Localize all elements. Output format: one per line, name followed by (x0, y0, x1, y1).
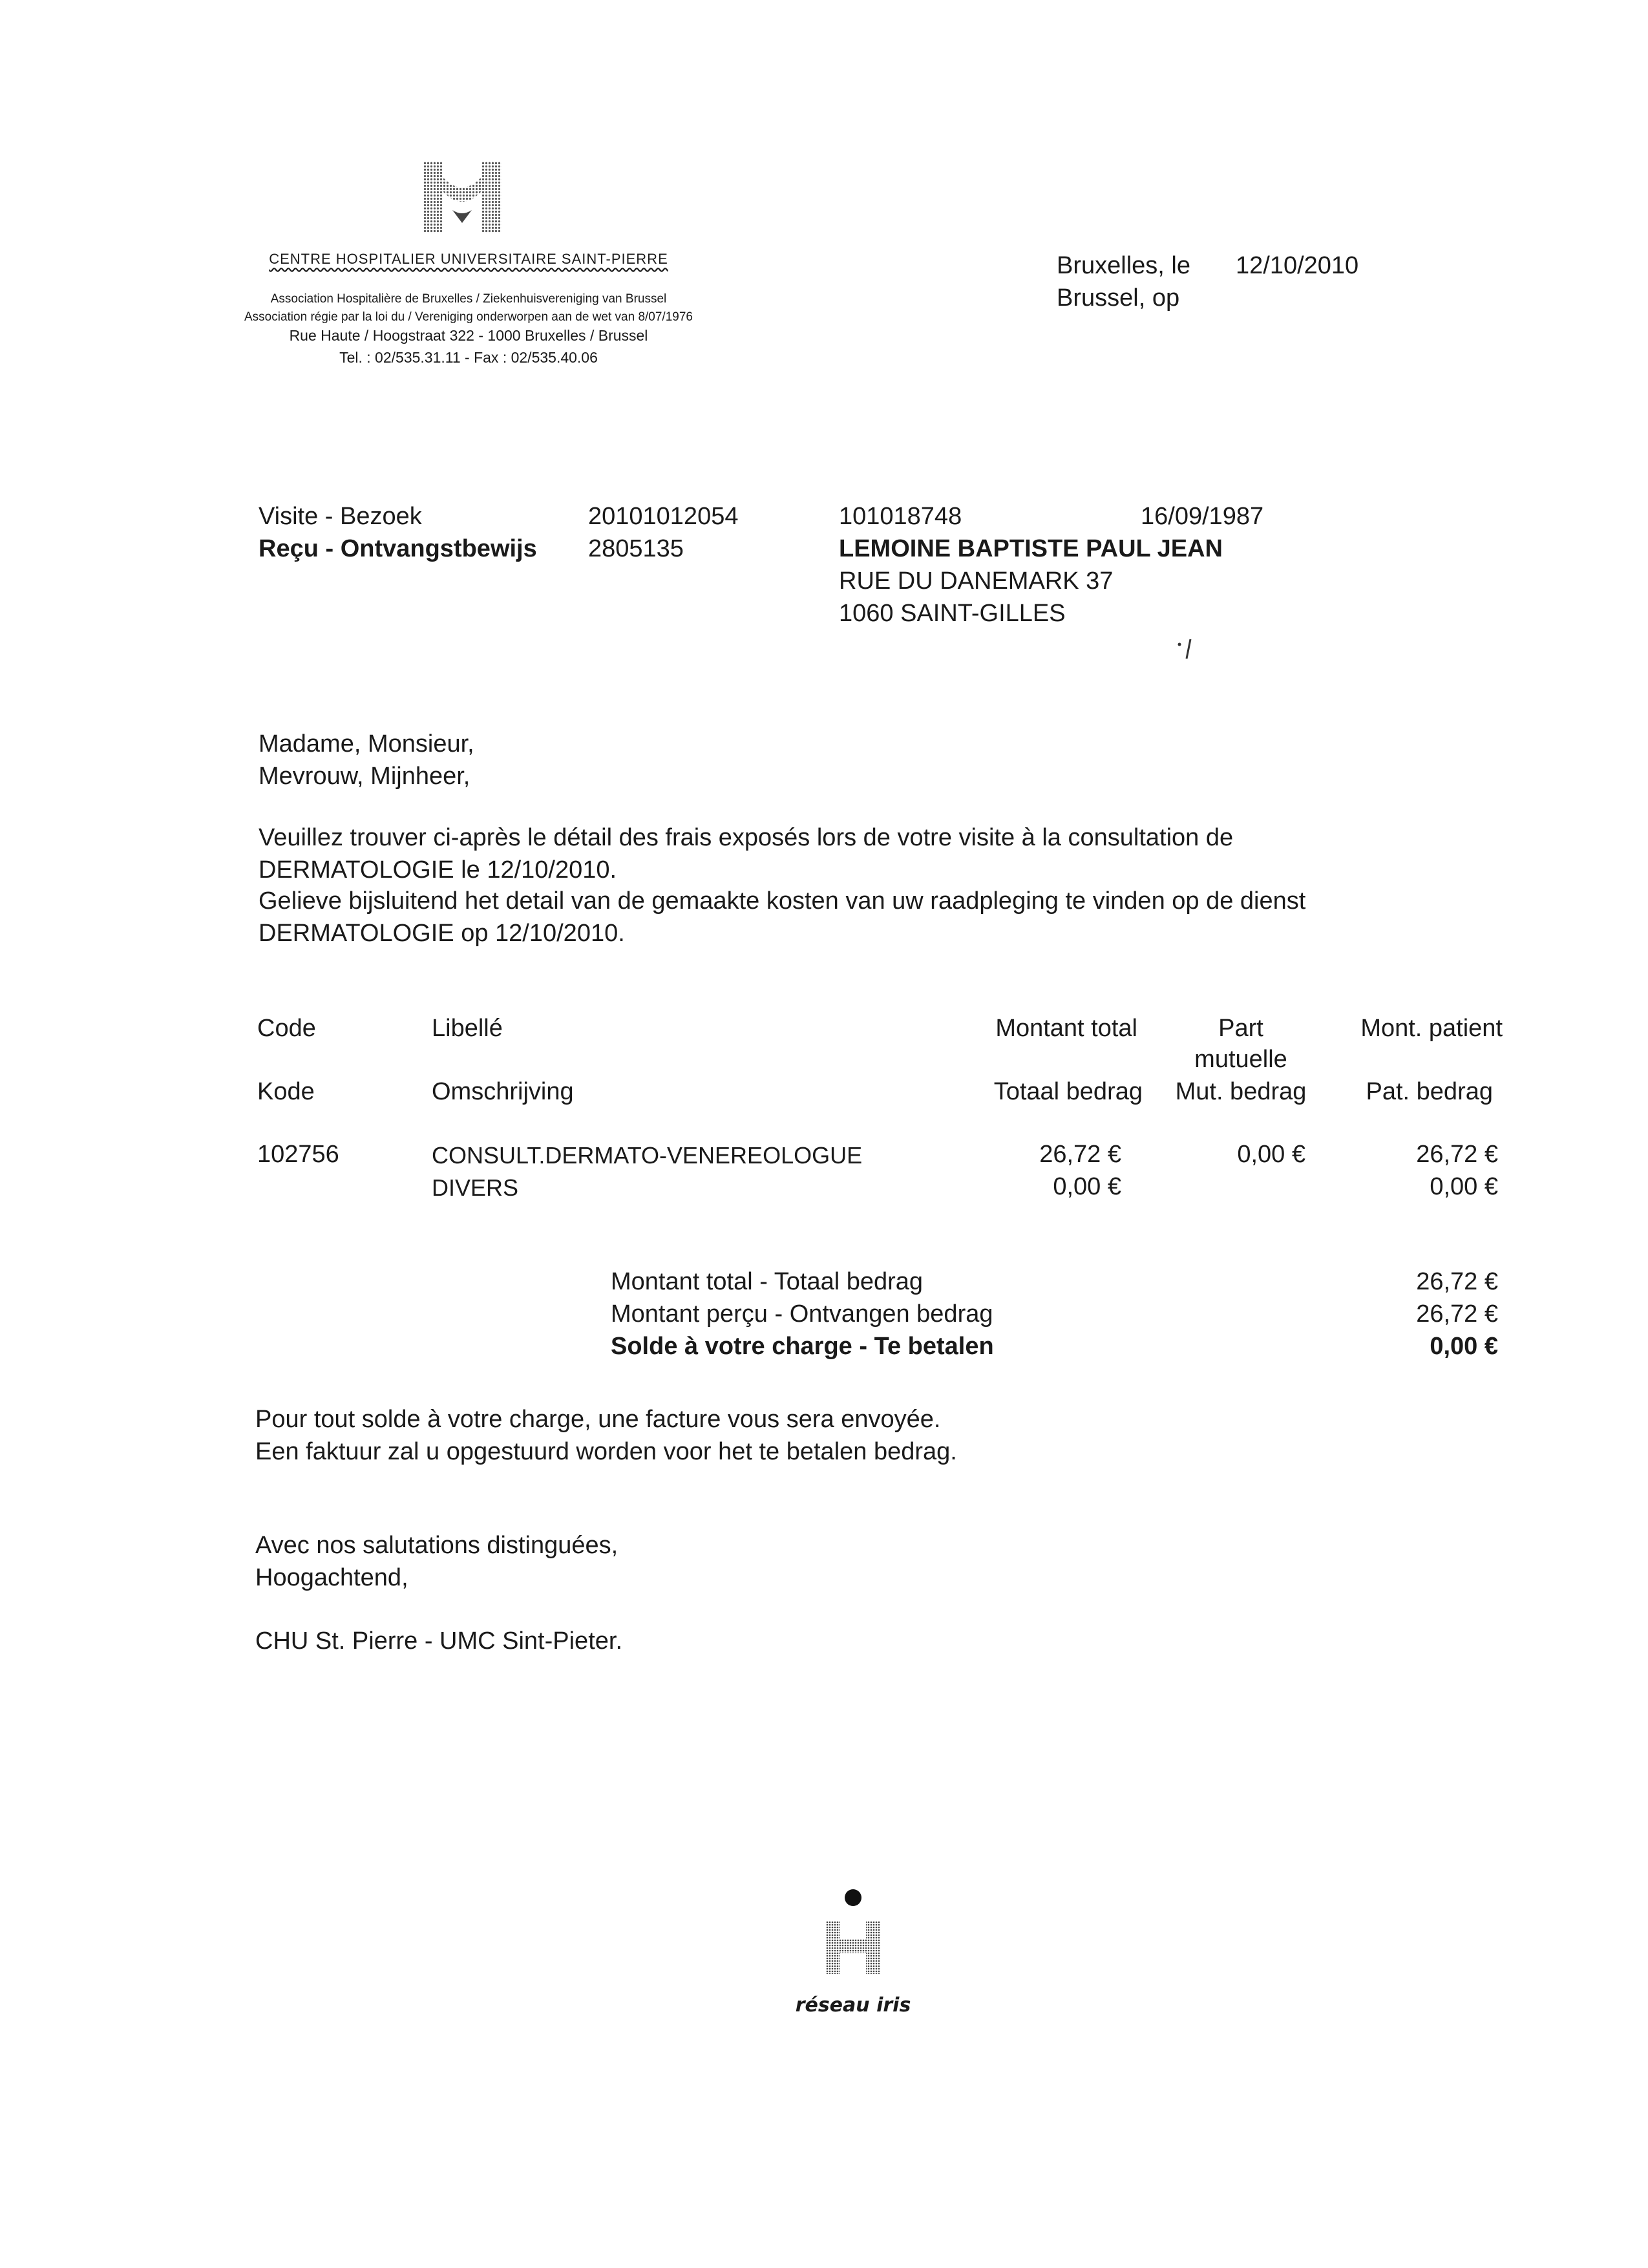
letter-date: 12/10/2010 (1236, 252, 1359, 279)
total-label: Montant total - Totaal bedrag (611, 1268, 924, 1295)
header-code-nl: Kode (257, 1078, 315, 1105)
header-mutual-fr-1: Part (1218, 1015, 1263, 1042)
hospital-address: Rue Haute / Hoogstraat 322 - 1000 Bruxelles / Brussel (289, 327, 648, 344)
row1-label: CONSULT.DERMATO-VENEREOLOGUE (432, 1142, 863, 1169)
hospital-phone-fax: Tel. : 02/535.31.11 - Fax : 02/535.40.06 (339, 349, 598, 366)
received-label: Montant perçu - Ontvangen bedrag (611, 1300, 993, 1328)
header-mutual-nl: Mut. bedrag (1175, 1078, 1307, 1105)
pen-mark (1176, 637, 1196, 662)
visit-label: Visite - Bezoek (259, 503, 422, 530)
receipt-number: 2805135 (588, 535, 684, 562)
row1-total: 26,72 € (1039, 1141, 1121, 1168)
hospital-association: Association Hospitalière de Bruxelles / Ziekenhuisvereniging van Brussel (270, 292, 667, 306)
header-code-fr: Code (257, 1015, 316, 1042)
body-nl-line2: DERMATOLOGIE op 12/10/2010. (259, 920, 625, 947)
hospital-law: Association régie par la loi du / Vereniging onderworpen aan de wet van 8/07/1976 (244, 310, 693, 324)
salutation-fr: Madame, Monsieur, (259, 730, 474, 758)
visit-number: 20101012054 (588, 503, 739, 530)
body-nl-line1: Gelieve bijsluitend het detail van de gemaakte kosten van uw raadpleging te vinden op de dienst (259, 887, 1306, 915)
place-label-nl: Brussel, op (1057, 284, 1180, 312)
signature: CHU St. Pierre - UMC Sint-Pieter. (255, 1627, 622, 1655)
reseau-iris-label: réseau iris (795, 1994, 911, 2017)
patient-street: RUE DU DANEMARK 37 (839, 567, 1114, 595)
row2-patient: 0,00 € (1430, 1173, 1498, 1200)
header-label-fr: Libellé (432, 1015, 503, 1042)
header-label-nl: Omschrijving (432, 1078, 574, 1105)
closing-fr: Avec nos salutations distinguées, (255, 1532, 618, 1559)
header-total-fr: Montant total (995, 1015, 1137, 1042)
salutation-nl: Mevrouw, Mijnheer, (259, 763, 470, 790)
patient-birthdate: 16/09/1987 (1141, 503, 1264, 530)
header-mutual-fr-2: mutuelle (1194, 1046, 1287, 1073)
row1-code: 102756 (257, 1141, 339, 1168)
balance-value: 0,00 € (1430, 1333, 1498, 1360)
patient-id: 101018748 (839, 503, 962, 530)
header-patient-nl: Pat. bedrag (1366, 1078, 1493, 1105)
total-value: 26,72 € (1416, 1268, 1498, 1295)
balance-label: Solde à votre charge - Te betalen (611, 1333, 994, 1360)
closing-nl: Hoogachtend, (255, 1564, 408, 1591)
header-patient-fr: Mont. patient (1360, 1015, 1503, 1042)
hospital-logo (420, 152, 504, 236)
header-total-nl: Totaal bedrag (993, 1078, 1143, 1105)
patient-name: LEMOINE BAPTISTE PAUL JEAN (839, 535, 1223, 562)
notice-nl: Een faktuur zal u opgestuurd worden voor het te betalen bedrag. (255, 1438, 957, 1465)
row1-mutual: 0,00 € (1237, 1141, 1305, 1168)
row1-patient: 26,72 € (1416, 1141, 1498, 1168)
row2-total: 0,00 € (1053, 1173, 1121, 1200)
body-fr-line2: DERMATOLOGIE le 12/10/2010. (259, 856, 617, 884)
hospital-name: CENTRE HOSPITALIER UNIVERSITAIRE SAINT-PIERRE (269, 251, 668, 267)
row2-label: DIVERS (432, 1174, 519, 1201)
patient-city: 1060 SAINT-GILLES (839, 600, 1066, 627)
received-value: 26,72 € (1416, 1300, 1498, 1328)
place-label-fr: Bruxelles, le (1057, 252, 1190, 279)
receipt-label: Reçu - Ontvangstbewijs (259, 535, 537, 562)
notice-fr: Pour tout solde à votre charge, une facture vous sera envoyée. (255, 1406, 941, 1433)
body-fr-line1: Veuillez trouver ci-après le détail des frais exposés lors de votre visite à la consultation de (259, 824, 1234, 851)
